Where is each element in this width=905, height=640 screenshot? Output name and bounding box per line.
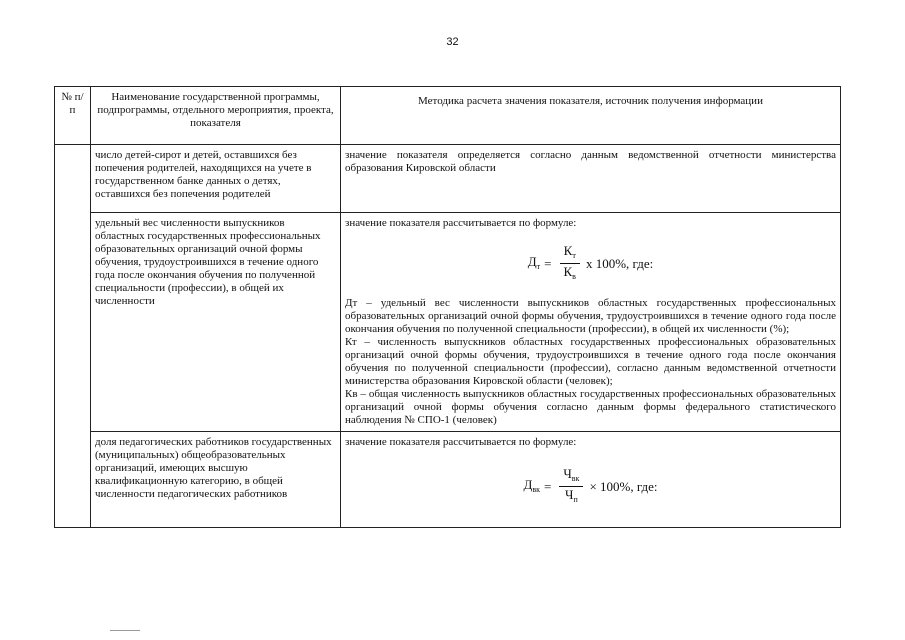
method-intro: значение показателя рассчитывается по формуле: bbox=[345, 217, 577, 229]
formula: $Д_т$ = $\frac{К_т}{К_в}$ x 100%, где: bbox=[527, 243, 654, 281]
definition: Кв – общая численность выпускников областных государственных профессиональных образовательных организаций очной формы обучения согласно данным формы федерального статистического наблюдения № СПО-1 (человек) bbox=[345, 388, 836, 426]
formula: $Д_{вк}$ = $\frac{Ч_{вк}}{Ч_п}$ × 100%, где: bbox=[523, 466, 658, 504]
scan-mark bbox=[110, 630, 140, 631]
formula-tail: × 100%, где: bbox=[589, 479, 658, 494]
row-name-cell: удельный вес численности выпускников областных государственных профессиональных образовательных организаций очной формы обучения, трудоустроившихся в течение одного года после окончания обучения по полученной специальности (профессии), в общей их численности bbox=[91, 213, 341, 432]
page-number: 32 bbox=[446, 36, 459, 48]
table-row bbox=[55, 145, 841, 213]
table-row bbox=[55, 213, 841, 432]
row-method-cell: значение показателя определяется согласно данным ведомственной отчетности министерства образования Кировской области bbox=[341, 145, 841, 213]
header-number: № п/п bbox=[55, 87, 91, 145]
row-name-cell: доля педагогических работников государственных (муниципальных) общеобразовательных организаций, имеющих высшую квалификационную категорию, в общей численности педагогических работников bbox=[91, 432, 341, 528]
header-name: Наименование государственной программы, подпрограммы, отдельного мероприятия, проекта, показателя bbox=[91, 87, 341, 145]
definition: Кт – численность выпускников областных государственных профессиональных образовательных организаций очной формы обучения, трудоустроившихся в течение одного года после окончания обучения по полученной специальности (профессии), согласно данным ведомственной отчетности министерства образования Кировской области (человек); bbox=[345, 336, 836, 387]
formula-lhs: $Д_т$ bbox=[527, 253, 541, 271]
indicator-table bbox=[54, 86, 841, 528]
table-header-row bbox=[55, 87, 841, 145]
header-method: Методика расчета значения показателя, источник получения информации bbox=[341, 87, 841, 145]
formula-fraction: $\frac{К_т}{К_в}$ bbox=[560, 244, 580, 283]
formula-tail: x 100%, где: bbox=[585, 256, 654, 271]
row-method-cell bbox=[341, 432, 841, 528]
row-method-cell bbox=[341, 213, 841, 432]
formula-fraction: $\frac{Ч_{вк}}{Ч_п}$ bbox=[559, 467, 583, 506]
table-row bbox=[55, 432, 841, 528]
row-name-cell: число детей-сирот и детей, оставшихся без попечения родителей, находящихся на учете в государственном банке данных о детях, оставшихся без попечения родителей bbox=[91, 145, 341, 213]
definition: Дт – удельный вес численности выпускников областных государственных профессиональных образовательных организаций очной формы обучения, трудоустроившихся в течение одного года после окончания обучения по полученной специальности (профессии), в общей их численности (%); bbox=[345, 297, 836, 335]
method-intro: значение показателя рассчитывается по формуле: bbox=[345, 436, 577, 448]
row-number-cell bbox=[55, 145, 91, 528]
formula-lhs: $Д_{вк}$ bbox=[523, 476, 540, 494]
